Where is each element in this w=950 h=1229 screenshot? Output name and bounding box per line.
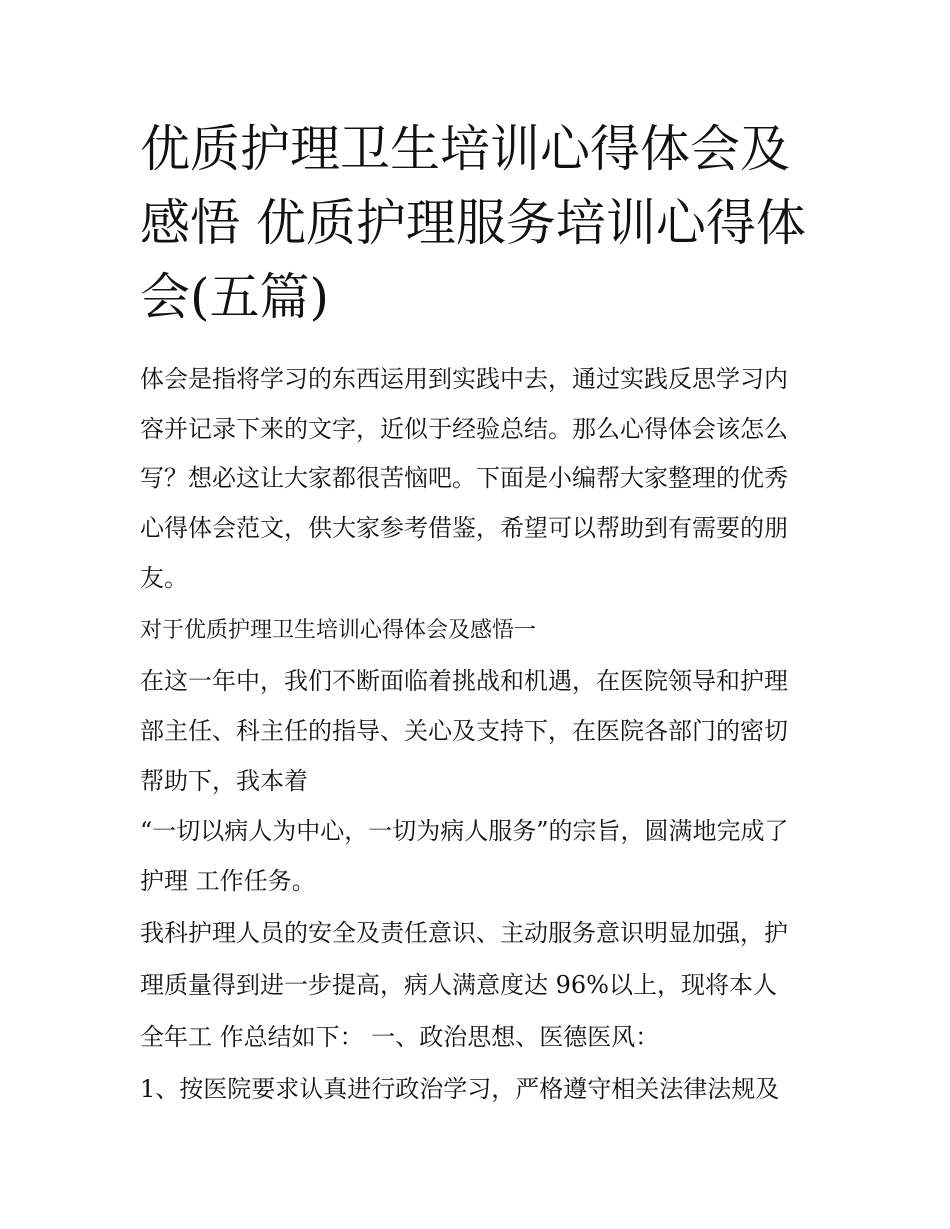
body-line-10: 护理 工作任务。 (140, 867, 316, 895)
body-line-8: 帮助下，我本着 (140, 767, 308, 795)
body-line-2: 容并记录下来的文字，近似于经验总结。那么心得体会该怎么 (140, 415, 788, 443)
body-line-12: 理质量得到进一步提高，病人满意度达 96%以上，现将本人 (140, 971, 777, 999)
section-heading: 对于优质护理卫生培训心得体会及感悟一 (140, 618, 537, 643)
body-line-6: 在这一年中，我们不断面临着挑战和机遇，在医院领导和护理 (140, 667, 788, 695)
document-title: 优质护理卫生培训心得体会及 感悟 优质护理服务培训心得体 会(五篇) (140, 120, 806, 326)
body-line-13: 全年工 作总结如下： 一、政治思想、医德医风： (140, 1023, 660, 1051)
body-line-5: 友。 (140, 564, 188, 592)
body-line-7: 部主任、科主任的指导、关心及支持下，在医院各部门的密切 (140, 717, 788, 745)
body-line-11: 我科护理人员的安全及责任意识、主动服务意识明显加强，护 (140, 919, 788, 947)
body-line-4: 心得体会范文，供大家参考借鉴，希望可以帮助到有需要的朋 (140, 514, 788, 542)
body-line-1: 体会是指将学习的东西运用到实践中去，通过实践反思学习内 (140, 365, 788, 393)
body-line-14: 1、按医院要求认真进行政治学习，严格遵守相关法律法规及 (140, 1075, 780, 1103)
body-line-9: “一切以病人为中心，一切为病人服务”的宗旨，圆满地完成了 (140, 817, 789, 845)
body-line-3: 写？想必这让大家都很苦恼吧。下面是小编帮大家整理的优秀 (140, 464, 788, 492)
